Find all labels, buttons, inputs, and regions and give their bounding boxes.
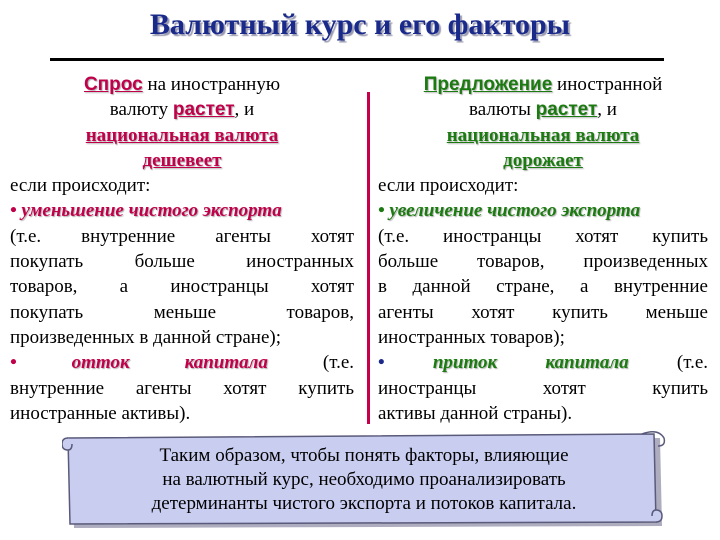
demand-line-6 bbox=[10, 198, 354, 223]
demand-line-3 bbox=[10, 123, 354, 148]
supply-line-14: активы данной страны). bbox=[378, 402, 573, 424]
capital-inflow-term: приток bbox=[432, 352, 498, 374]
supply-line-1 bbox=[378, 72, 708, 97]
appreciates-term: дорожает bbox=[503, 149, 583, 171]
demand-line-1-rest: на иностранную bbox=[142, 74, 281, 95]
demand-line-11: произведенных в данной стране); bbox=[10, 326, 282, 348]
net-export-increase: увеличение чистого экспорта bbox=[389, 200, 641, 222]
national-currency-term-right: национальная валюта bbox=[446, 124, 640, 146]
demand-line-1 bbox=[10, 72, 354, 97]
supply-line-2-a: валюты bbox=[469, 99, 536, 121]
demand-line-10: покупать меньше товаров, bbox=[10, 301, 354, 323]
demand-line-12-d: (т.е. bbox=[322, 352, 355, 374]
supply-line-13: иностранцы хотят купить bbox=[378, 377, 708, 399]
conclusion-line-2: на валютный курс, необходимо проанализировать bbox=[162, 469, 566, 490]
conclusion-line-3: детерминанты чистого экспорта и потоков капитала. bbox=[151, 493, 577, 514]
demand-line-7: (т.е. внутренние агенты хотят bbox=[10, 225, 354, 247]
demand-line-14: иностранные активы). bbox=[10, 402, 191, 424]
supply-line-12-d: (т.е. bbox=[676, 352, 709, 374]
national-currency-term-left: национальная валюта bbox=[85, 124, 279, 146]
page-title: Валютный курс и его факторы bbox=[149, 8, 571, 41]
supply-line-2-c: , и bbox=[597, 99, 617, 121]
demand-line-5: если происходит: bbox=[10, 175, 151, 197]
capital-term-left: капитала bbox=[184, 352, 268, 374]
supply-column bbox=[378, 72, 708, 426]
demand-line-4 bbox=[10, 148, 354, 173]
net-export-decrease: уменьшение чистого экспорта bbox=[21, 200, 282, 222]
conclusion-scroll bbox=[62, 430, 666, 530]
demand-line-9: товаров, а иностранцы хотят bbox=[10, 276, 354, 298]
demand-line-12 bbox=[10, 350, 354, 375]
demand-column bbox=[10, 72, 354, 426]
supply-line-11: иностранных товаров); bbox=[378, 326, 565, 348]
title-underline bbox=[50, 58, 664, 61]
bullet-1-left: • bbox=[10, 200, 22, 222]
cheapens-term: дешевеет bbox=[142, 149, 222, 171]
demand-line-2-a: валюту bbox=[109, 99, 173, 121]
column-divider bbox=[367, 92, 370, 424]
supply-line-8: больше товаров, произведенных bbox=[378, 251, 708, 273]
supply-line-3 bbox=[378, 123, 708, 148]
bullet-1-right: • bbox=[378, 200, 390, 222]
supply-line-6 bbox=[378, 198, 708, 223]
supply-line-1-rest: иностранной bbox=[552, 74, 663, 95]
demand-line-2-c: , и bbox=[234, 99, 255, 121]
demand-line-8: покупать больше иностранных bbox=[10, 251, 354, 273]
supply-line-10: агенты хотят купить меньше bbox=[378, 301, 708, 323]
supply-line-4 bbox=[378, 148, 708, 173]
capital-term-right: капитала bbox=[545, 352, 629, 374]
capital-outflow-term: отток bbox=[71, 352, 130, 374]
supply-line-5: если происходит: bbox=[378, 175, 519, 197]
bullet-2-left: • bbox=[10, 352, 17, 374]
supply-line-12 bbox=[378, 350, 708, 375]
demand-term: Спрос bbox=[83, 74, 143, 95]
bullet-2-right: • bbox=[378, 352, 385, 374]
demand-line-13: внутренние агенты хотят купить bbox=[10, 377, 354, 399]
supply-term: Предложение bbox=[423, 74, 553, 95]
conclusion-line-1: Таким образом, чтобы понять факторы, влияющие bbox=[159, 445, 569, 466]
supply-line-9: в данной стране, а внутренние bbox=[378, 276, 708, 298]
supply-line-7: (т.е. иностранцы хотят купить bbox=[378, 225, 708, 247]
demand-line-2 bbox=[10, 97, 354, 122]
conclusion-text bbox=[74, 444, 654, 516]
supply-line-2 bbox=[378, 97, 708, 122]
demand-rises-term: растет bbox=[172, 99, 235, 121]
supply-rises-term: растет bbox=[535, 99, 598, 121]
